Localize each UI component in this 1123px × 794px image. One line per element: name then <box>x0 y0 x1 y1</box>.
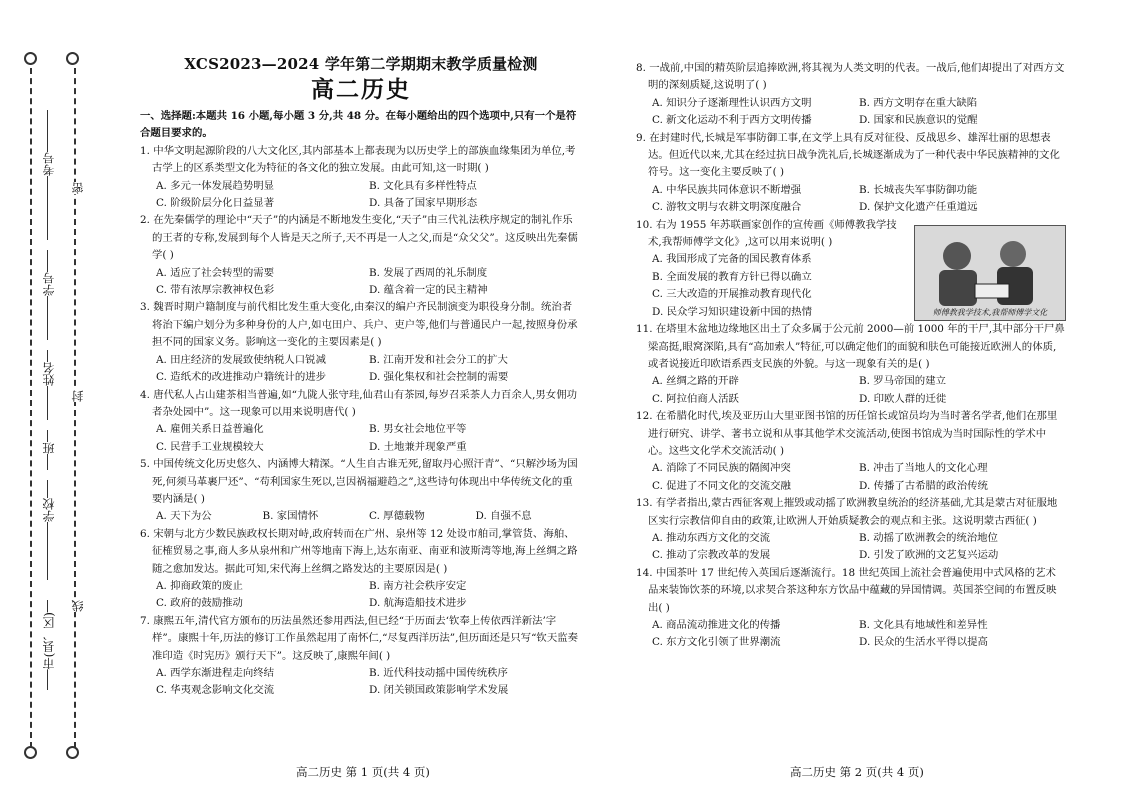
field-student-number: 学号 <box>42 272 56 296</box>
answer-option: D. 土地兼并现象严重 <box>369 440 467 453</box>
answer-option: D. 印欧人群的迁徙 <box>859 392 947 405</box>
answer-option: B. 近代科技动摇中国传统秩序 <box>369 667 508 679</box>
option-group <box>636 530 1066 565</box>
question-stem: 12. 在希腊化时代,埃及亚历山大里亚图书馆的历任馆长或馆员均为当时著名学者,他们在那里进行研究、讲学、著书立说和从事其他学术交流活动,使图书馆成为当时国际性的学术中心。这些文化学术交流活动( ) <box>636 410 1058 457</box>
question-with-image <box>636 217 1066 321</box>
answer-option: D. 自强不息 <box>475 510 532 523</box>
binding-strip <box>8 40 86 765</box>
option-group <box>140 178 582 213</box>
answer-option: A. 适应了社会转型的需要 <box>156 266 275 279</box>
question-stem: 9. 在封建时代,长城是军事防御工事,在文学上具有反对征役、反战思乡、雄浑壮丽的思想表达。但近代以来,尤其在经过抗日战争洗礼后,长城逐渐成为了一种代表中华民族精神的文化符号。这一变化主要反映了( ) <box>636 131 1060 179</box>
answer-option: B. 发展了西周的礼乐制度 <box>369 266 488 279</box>
question-stem: 5. 中国传统文化历史悠久、内涵博大精深。“人生自古谁无死,留取丹心照汗青”、“只解沙场为国死,何须马革裹尸还”、“苟利国家生死以,岂因祸福避趋之”,这些诗句体现出中华传统文化的重要内涵是( ) <box>140 458 578 505</box>
exam-page-2 <box>636 60 1066 652</box>
answer-option: D. 航海造船技术进步 <box>369 597 467 610</box>
answer-option: B. 家国情怀 <box>262 510 319 523</box>
answer-option: A. 西学东渐进程走向终结 <box>156 667 275 679</box>
subject-title: 高二历史 <box>311 76 411 103</box>
option-group <box>140 265 582 300</box>
answer-option: B. 南方社会秩序安定 <box>369 579 467 592</box>
question-stem: 3. 魏晋时期户籍制度与前代相比发生重大变化,由秦汉的编户齐民制演变为职役身分制。统治者将治下编户划分为多种身份的人户,如屯田户、兵户、吏户等,他们与普通民户一起,按照身份承担不同的国家义务。影响这一变化的主要因素是( ) <box>140 301 578 349</box>
question <box>636 495 1066 565</box>
answer-option: C. 民营手工业规模较大 <box>156 440 264 453</box>
seal-char-feng: 封 <box>71 390 85 402</box>
field-class: 班 <box>42 442 56 454</box>
question-stem: 11. 在塔里木盆地边缘地区出土了众多属于公元前 2000—前 1000 年的干尸,其中部分干尸鼻梁高挺,眼窝深陷,具有“高加索人”特征,可以确定他们的面貌和肤色可能接近欧洲人的体质,或者说接近印欧语系西支民族的外貌。与这一现象有关的是( ) <box>636 323 1065 370</box>
answer-option: C. 游牧文明与农耕文明深度融合 <box>652 201 802 214</box>
answer-option: A. 推动东西方文化的交流 <box>652 531 771 544</box>
field-exam-number: 考号 <box>42 152 56 176</box>
option-group <box>140 665 582 700</box>
answer-option: A. 丝绸之路的开辟 <box>652 375 739 388</box>
question-stem: 6. 宋朝与北方少数民族政权长期对峙,政府转而在广州、泉州等 12 处设市舶司,掌管货、海舶、征榷贸易之事,商人多从泉州和广州等地南下海上,达东南亚、南亚和波斯湾等地,海上丝绸之路随之愈加发达。据此可知,宋代海上丝绸之路发达的主要原因是( ) <box>140 527 578 575</box>
question <box>140 613 582 700</box>
option-group <box>140 578 582 613</box>
option-group <box>636 373 1066 408</box>
answer-option: B. 西方文明存在重大缺陷 <box>859 96 978 109</box>
exam-title: XCS2023—2024 学年第二学期期末教学质量检测 <box>184 55 538 73</box>
binding-hole <box>24 746 37 759</box>
question-list-page-1 <box>140 143 582 700</box>
answer-option: B. 文化具有地域性和差异性 <box>859 619 988 631</box>
option-group <box>140 421 582 456</box>
answer-option: C. 阿拉伯商人活跃 <box>652 392 739 405</box>
question <box>140 456 582 526</box>
answer-option: C. 新文化运动不利于西方文明传播 <box>652 114 812 127</box>
answer-option: C. 促进了不同文化的交流交融 <box>652 479 791 492</box>
answer-option: D. 强化集权和社会控制的需要 <box>369 371 509 384</box>
question <box>636 321 1066 408</box>
question <box>636 60 1066 130</box>
answer-option: B. 文化具有多样性特点 <box>369 179 477 192</box>
question <box>140 212 582 299</box>
answer-option: C. 厚德载物 <box>369 510 425 523</box>
question-stem: 4. 唐代私人占山建茶相当普遍,如“九陇人张守珪,仙君山有茶园,每岁召采茶人力百余人,男女佣功者杂处园中”。这一现象可以用来说明唐代( ) <box>140 388 577 418</box>
answer-option: A. 多元一体发展趋势明显 <box>156 179 275 192</box>
answer-option: B. 动摇了欧洲教会的统治地位 <box>859 531 998 544</box>
binding-hole <box>24 52 37 65</box>
question <box>140 526 582 613</box>
answer-option: D. 引发了欧洲的文艺复兴运动 <box>859 549 999 562</box>
answer-option: C. 三大改造的开展推动教育现代化 <box>652 288 812 301</box>
question <box>636 408 1066 495</box>
option-group <box>140 352 582 387</box>
field-name: 姓名 <box>42 362 56 386</box>
section-heading: 一、选择题:本题共 16 小题,每小题 3 分,共 48 分。在每小题给出的四个选项中,只有一个是符合题目要求的。 <box>140 110 577 140</box>
answer-option: A. 中华民族共同体意识不断增强 <box>652 183 802 196</box>
question <box>140 299 582 386</box>
answer-option: A. 知识分子逐渐理性认识西方文明 <box>652 96 812 109</box>
answer-option: C. 阶级阶层分化日益显著 <box>156 197 275 210</box>
option-group <box>636 95 1066 130</box>
answer-option: B. 罗马帝国的建立 <box>859 375 946 388</box>
propaganda-poster-image <box>914 225 1066 321</box>
question-stem: 10. 右为 1955 年苏联画家创作的宣传画《师傅教我学技术,我帮师傅学文化》,这可以用来说明( ) <box>636 218 897 249</box>
answer-option: D. 传播了古希腊的政治传统 <box>859 479 988 492</box>
binding-hole <box>66 52 79 65</box>
answer-option: C. 造纸术的改进推动户籍统计的进步 <box>156 371 327 384</box>
answer-option: B. 男女社会地位平等 <box>369 423 467 436</box>
seal-char-mi: 密 <box>71 182 85 194</box>
question-stem: 14. 中国茶叶 17 世纪传入英国后逐渐流行。18 世纪英国上流社会普遍使用中式风格的艺术品来装饰饮茶的环境,以求契合茶这种东方饮品中蕴藏的异国情调。英国茶空间的布置反映出( ) <box>636 566 1057 614</box>
question <box>140 387 582 457</box>
answer-option: C. 带有浓厚宗教神权色彩 <box>156 284 275 297</box>
answer-option: B. 长城丧失军事防御功能 <box>859 183 978 196</box>
answer-option: C. 推动了宗教改革的发展 <box>652 549 771 562</box>
answer-option: B. 冲击了当地人的文化心理 <box>859 462 988 475</box>
answer-option: D. 国家和民族意识的觉醒 <box>859 114 978 127</box>
question-stem: 8. 一战前,中国的精英阶层追捧欧洲,将其视为人类文明的代表。一战后,他们却提出了对西方文明的深刻质疑,这说明了( ) <box>636 62 1065 92</box>
question-list-page-2 <box>636 60 1066 652</box>
option-group <box>636 251 906 321</box>
answer-option: A. 天下为公 <box>156 510 212 523</box>
answer-option: A. 商品流动推进文化的传播 <box>652 619 781 631</box>
field-school: 学校 <box>42 498 56 522</box>
answer-option: C. 东方文化引领了世界潮流 <box>652 636 781 649</box>
question-stem: 2. 在先秦儒学的理论中“天子”的内涵是不断地发生变化,“天子”由三代礼法秩序规定的制礼作乐的王者的专称,发展到每个人皆是天之所子,天不再是一人之父,而是“众父父”。这反映出先秦儒学( ) <box>140 214 578 262</box>
binding-hole <box>66 746 79 759</box>
page-2-footer: 高二历史 第 2 页(共 4 页) <box>790 765 924 779</box>
question <box>636 565 1066 652</box>
answer-option: A. 雇佣关系日益普遍化 <box>156 423 264 436</box>
poster-caption: 师傅教我学技术,我帮师傅学文化 <box>932 307 1048 317</box>
seal-char-xian: 线 <box>71 600 85 612</box>
answer-option: A. 田庄经济的发展致使纳税人口锐减 <box>156 353 326 366</box>
field-city: 市(县、区) <box>42 612 56 670</box>
exam-page-1 <box>140 54 582 700</box>
option-group <box>140 508 582 525</box>
answer-option: C. 华夷观念影响文化交流 <box>156 684 275 697</box>
question-stem: 7. 康熙五年,清代官方颁布的历法虽然还参用西法,但已经“于历面去‘钦奉上传依西洋新法’字样”。康熙十年,历法的修订工作虽然起用了南怀仁,“尽复西洋历法”,但历面还是只写“钦天监奏准印造《时宪历》颁行天下”。这反映了,康熙年间( ) <box>140 614 578 662</box>
answer-option: A. 我国形成了完备的国民教育体系 <box>652 253 812 266</box>
answer-option: A. 抑商政策的废止 <box>156 579 243 592</box>
answer-option: D. 闭关锁国政策影响学术发展 <box>369 684 509 697</box>
question-stem: 13. 有学者指出,蒙古西征客观上摧毁或动摇了欧洲教皇统治的经济基础,尤其是蒙古对征服地区实行宗教信仰自由的政策,让欧洲人开始质疑教会的观点和主张。这说明蒙古西征( ) <box>636 497 1058 527</box>
question-text-block <box>636 217 906 321</box>
question-stem: 1. 中华文明起源阶段的八大文化区,其内部基本上都表现为以历史学上的部族血缘集团为单位,考古学上的区系类型文化为特征的各文化的独立发展。由此可知,这一时期( ) <box>140 144 576 175</box>
answer-option: D. 保护文化遗产任重道远 <box>859 201 978 214</box>
answer-option: D. 民众的生活水平得以提高 <box>859 636 988 649</box>
answer-option: B. 全面发展的教育方针已得以确立 <box>652 270 812 283</box>
answer-option: D. 民众学习知识建设新中国的热情 <box>652 305 813 318</box>
option-group <box>636 460 1066 495</box>
answer-option: A. 消除了不同民族的隔阂冲突 <box>652 462 791 475</box>
answer-option: D. 具备了国家早期形态 <box>369 197 478 210</box>
answer-option: B. 江南开发和社会分工的扩大 <box>369 353 508 366</box>
question <box>636 130 1066 217</box>
answer-option: C. 政府的鼓励推动 <box>156 597 243 610</box>
option-group <box>636 617 1066 652</box>
poster-illustration <box>915 226 1065 320</box>
page-1-footer: 高二历史 第 1 页(共 4 页) <box>296 765 430 779</box>
question <box>636 217 1066 321</box>
question <box>140 143 582 213</box>
option-group <box>636 182 1066 217</box>
answer-option: D. 蕴含着一定的民主精神 <box>369 284 488 297</box>
